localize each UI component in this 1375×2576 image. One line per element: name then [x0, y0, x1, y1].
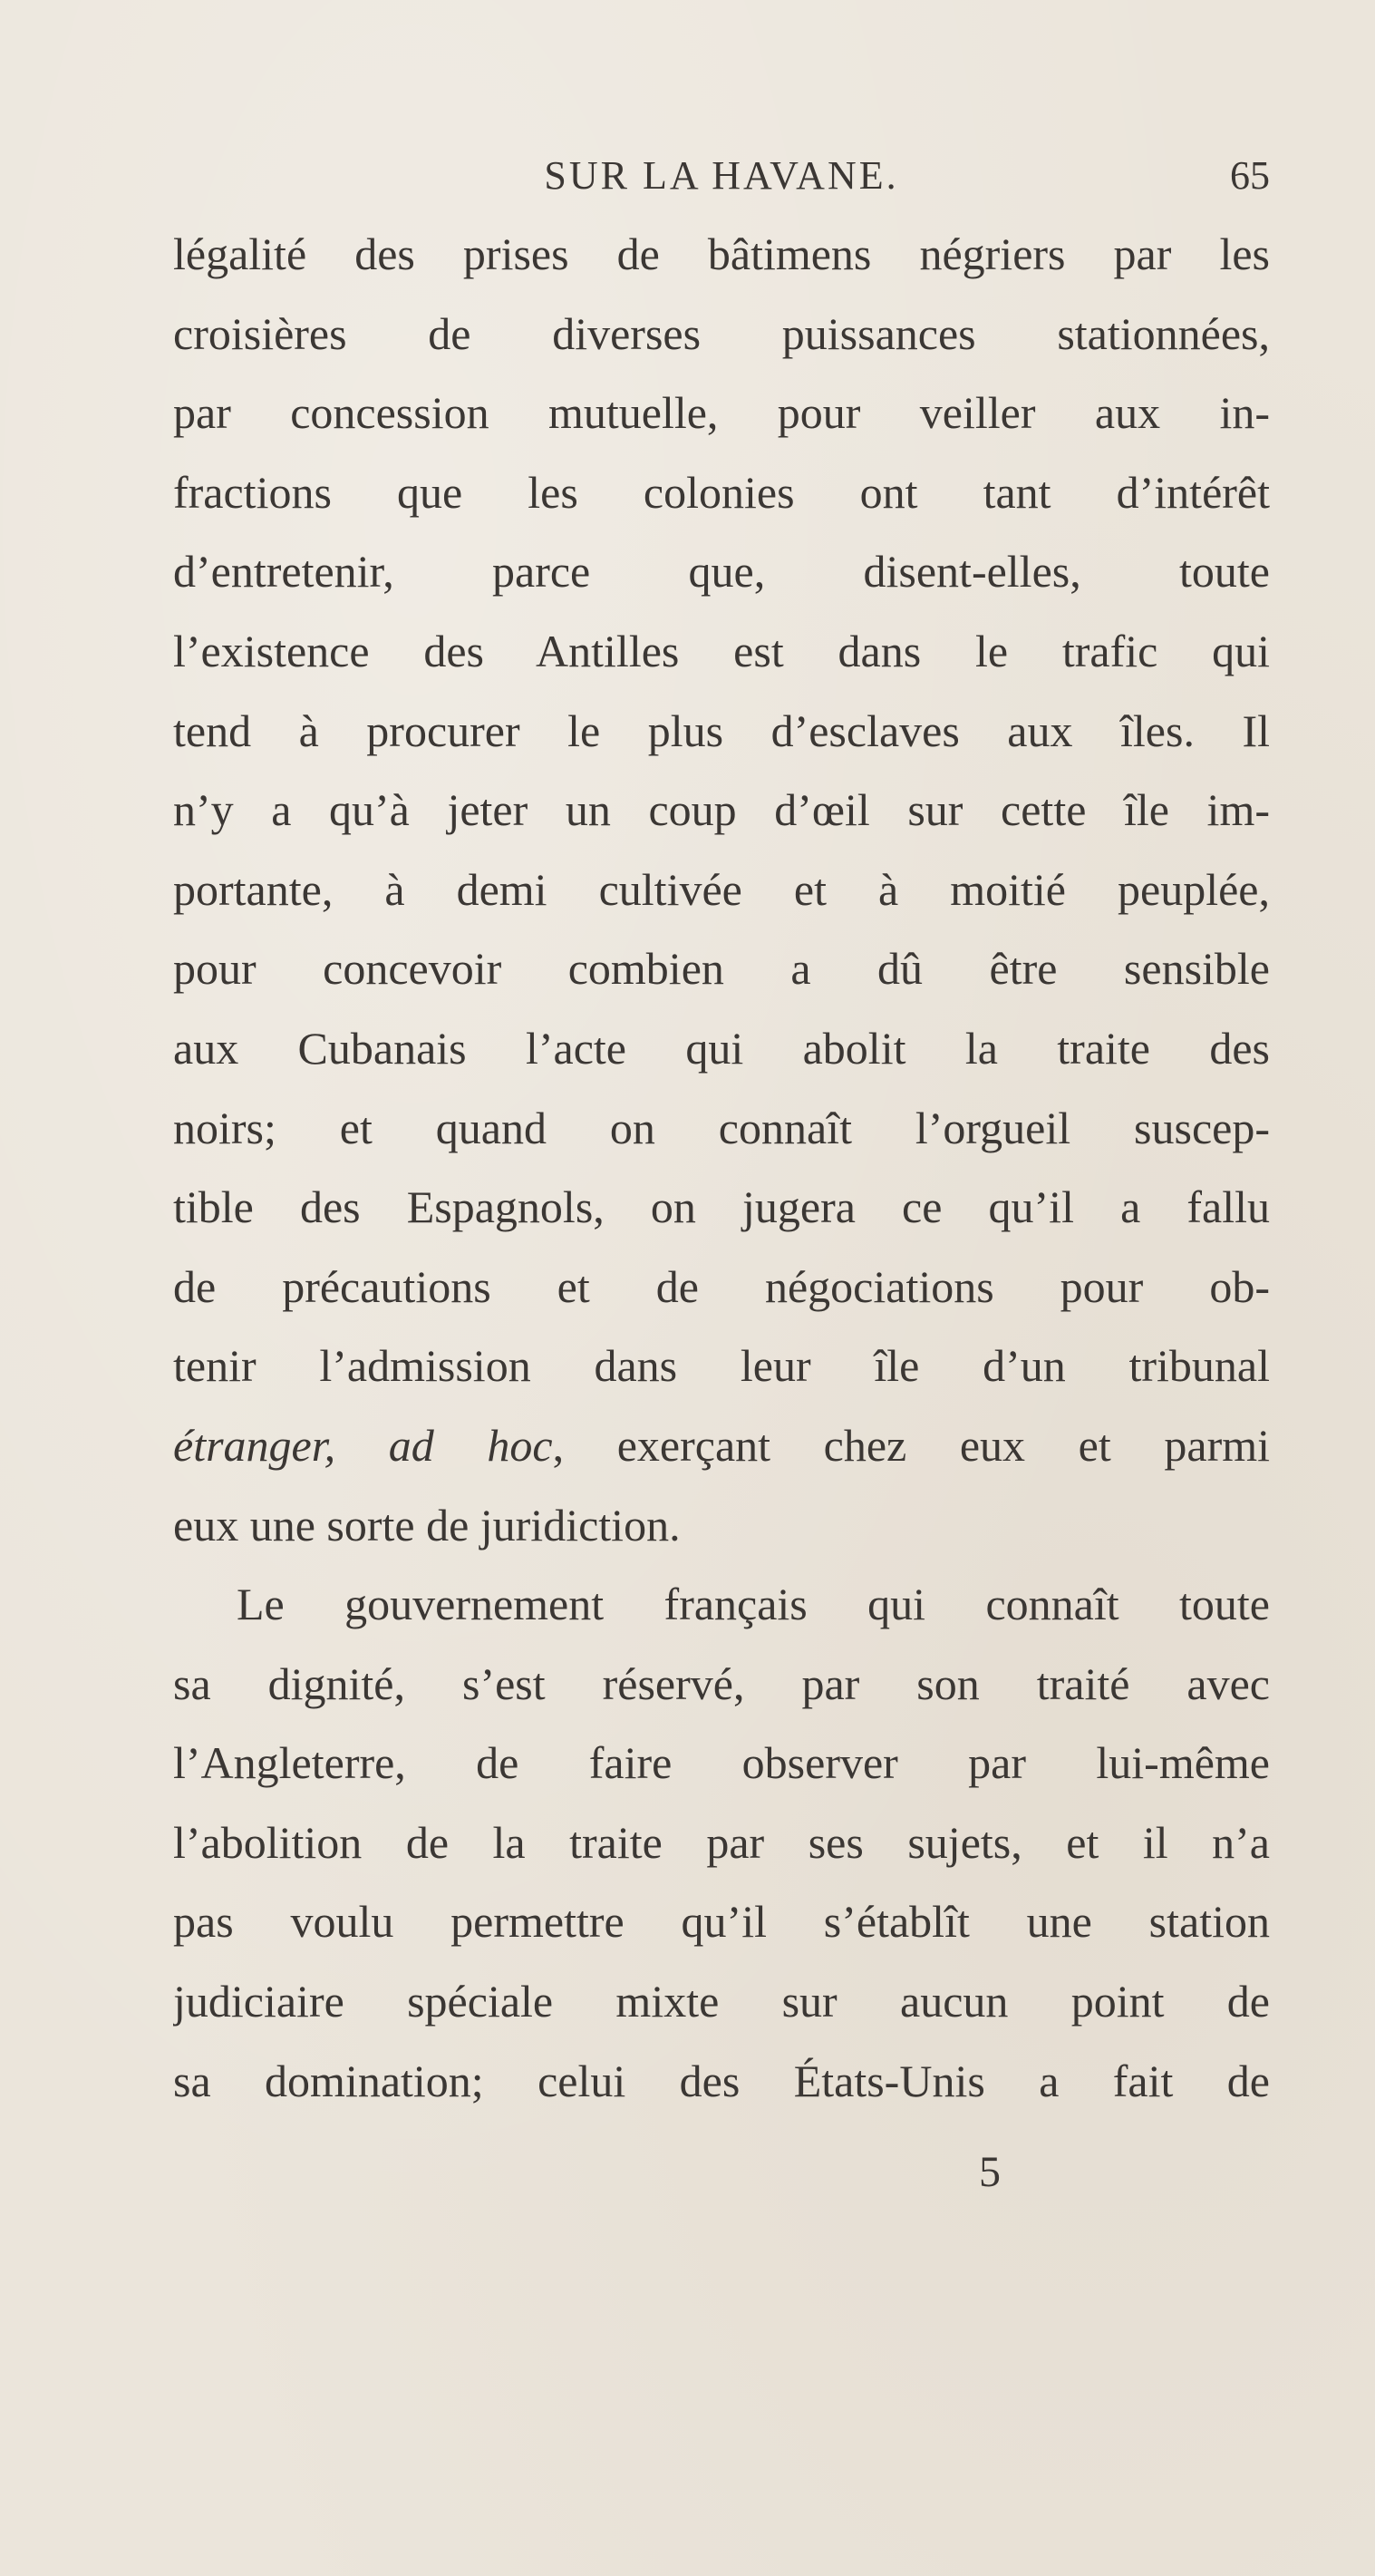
body-text [173, 215, 1270, 2121]
italic-phrase: étranger, ad hoc [173, 1419, 553, 1471]
page-number: 65 [1230, 153, 1270, 198]
text-line: sa domination; celui des États-Unis a fait de [173, 2055, 1270, 2106]
text-line: pour concevoir combien a dû être sensible [173, 943, 1270, 995]
text-line: l’Angleterre, de faire observer par lui-même [173, 1737, 1270, 1789]
text-line: d’entretenir, parce que, disent-elles, toute [173, 546, 1270, 598]
text-line: noirs; et quand on connaît l’orgueil suscep- [173, 1102, 1270, 1153]
text-line: de précautions et de négociations pour ob- [173, 1260, 1270, 1312]
text-fragment: , exerçant chez eux et parmi [552, 1419, 1270, 1471]
text-line: tible des Espagnols, on jugera ce qu’il a fallu [173, 1181, 1270, 1233]
text-line: judiciaire spéciale mixte sur aucun point de [173, 1976, 1270, 2027]
text-line: l’abolition de la traite par ses sujets, et il n’a [173, 1816, 1270, 1868]
text-line: aux Cubanais l’acte qui abolit la traite des [173, 1022, 1270, 1074]
signature-mark: 5 [979, 2148, 1001, 2196]
paragraph-end-line: eux une sorte de juridiction. [173, 1499, 681, 1550]
text-line: croisières de diverses puissances stationnées, [173, 307, 1270, 359]
text-line: portante, à demi cultivée et à moitié peuplée, [173, 863, 1270, 915]
paragraph-start-line: Le gouvernement français qui connaît toute [237, 1579, 1270, 1630]
text-line: pas voulu permettre qu’il s’établît une station [173, 1896, 1270, 1948]
text-line: l’existence des Antilles est dans le trafic qui [173, 625, 1270, 676]
text-line: légalité des prises de bâtimens négriers par les [173, 228, 1270, 279]
running-title: SUR LA HAVANE. [544, 153, 899, 198]
text-line: fractions que les colonies ont tant d’intérêt [173, 466, 1270, 518]
text-line-mixed [173, 1406, 1270, 1486]
running-head [173, 152, 1270, 207]
text-line: par concession mutuelle, pour veiller aux in- [173, 387, 1270, 439]
text-line: tenir l’admission dans leur île d’un tribunal [173, 1340, 1270, 1392]
text-line: tend à procurer le plus d’esclaves aux îles. Il [173, 705, 1270, 756]
text-line: n’y a qu’à jeter un coup d’œil sur cette île im- [173, 784, 1270, 836]
text-line: sa dignité, s’est réservé, par son traité avec [173, 1657, 1270, 1709]
